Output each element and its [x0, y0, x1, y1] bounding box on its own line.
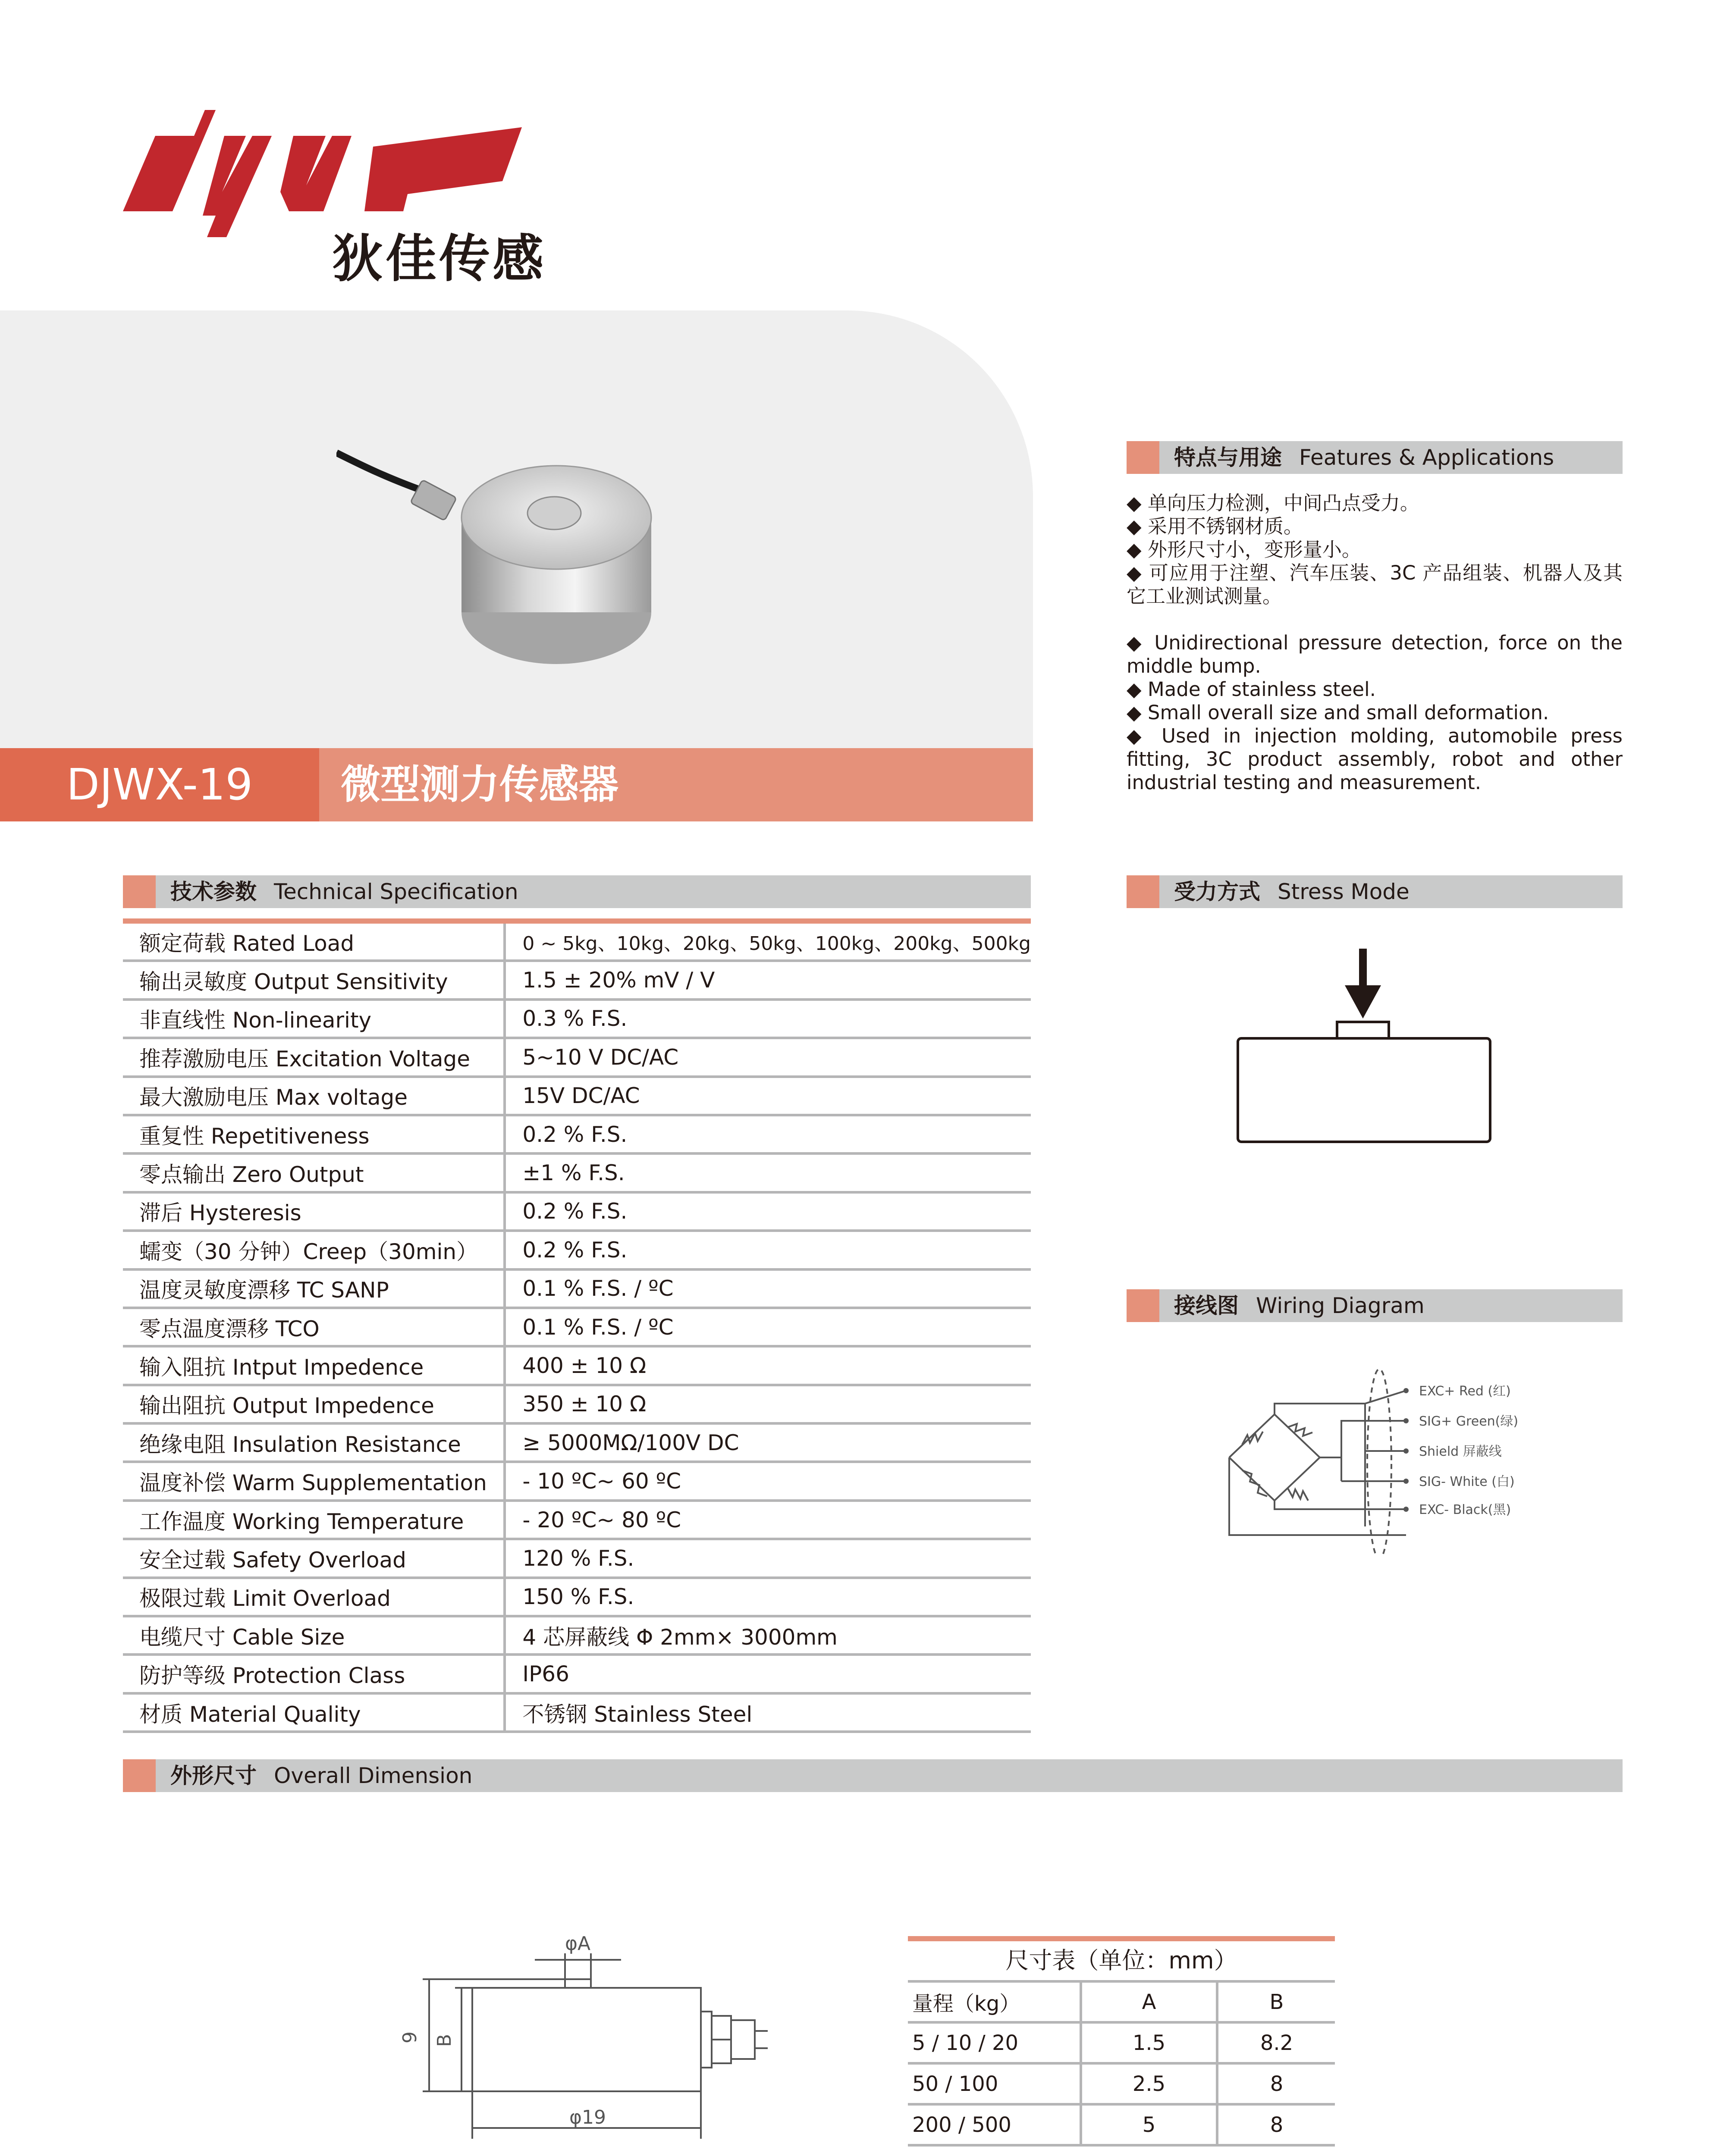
spec-rule	[123, 918, 1031, 924]
spec-value: ≥ 5000MΩ/100V DC	[505, 1423, 1031, 1462]
spec-value: 0.3 % F.S.	[505, 1000, 1031, 1038]
spec-row	[123, 1578, 1031, 1616]
spec-value: 4 芯屏蔽线 Φ 2mm× 3000mm	[505, 1616, 1031, 1655]
section-title-cn: 特点与用途	[1174, 445, 1282, 470]
spec-label: 非直线性 Non-linearity	[123, 1000, 505, 1038]
spec-label: 温度补偿 Warm Supplementation	[123, 1462, 505, 1500]
table-row	[908, 2063, 1335, 2104]
section-marker	[123, 1759, 156, 1792]
spec-row	[123, 1616, 1031, 1655]
table-cell: 2.5	[1081, 2063, 1217, 2104]
spec-label: 防护等级 Protection Class	[123, 1655, 505, 1693]
feature-item: ◆ 单向压力检测，中间凸点受力。	[1127, 492, 1419, 514]
spec-row	[123, 1231, 1031, 1269]
spec-label: 输出阻抗 Output Impedence	[123, 1385, 505, 1423]
spec-row	[123, 1153, 1031, 1192]
section-title-cn: 受力方式	[1174, 879, 1260, 904]
spec-label: 零点温度漂移 TCO	[123, 1308, 505, 1346]
wire-label: SIG+ Green(绿)	[1419, 1414, 1519, 1429]
section-title-cn: 外形尺寸	[170, 1763, 257, 1788]
table-row	[908, 2104, 1335, 2145]
spec-label: 输出灵敏度 Output Sensitivity	[123, 961, 505, 999]
section-marker	[1127, 875, 1159, 908]
spec-row	[123, 1346, 1031, 1385]
spec-label: 额定荷载 Rated Load	[123, 924, 505, 961]
spec-value: - 10 ºC~ 60 ºC	[505, 1462, 1031, 1500]
spec-value: - 20 ºC~ 80 ºC	[505, 1501, 1031, 1539]
table-cell: 5	[1081, 2104, 1217, 2145]
spec-row	[123, 1693, 1031, 1732]
section-title-cn: 技术参数	[170, 879, 257, 904]
spec-label: 材质 Material Quality	[123, 1693, 505, 1732]
table-cell: 8.2	[1217, 2022, 1335, 2063]
spec-row	[123, 1000, 1031, 1038]
features-list	[1127, 492, 1623, 794]
spec-label: 推荐激励电压 Excitation Voltage	[123, 1038, 505, 1076]
table-cell: 8	[1217, 2104, 1335, 2145]
spec-row	[123, 924, 1031, 961]
spec-header	[123, 875, 1031, 908]
spec-label: 最大激励电压 Max voltage	[123, 1077, 505, 1115]
table-cell: 200 / 500	[908, 2104, 1081, 2145]
table-cell: 50 / 100	[908, 2063, 1081, 2104]
brand-name: 狄佳传感	[332, 229, 546, 288]
spec-value: 0.1 % F.S. / ºC	[505, 1308, 1031, 1346]
spec-row	[123, 1423, 1031, 1462]
spec-value: 0.2 % F.S.	[505, 1115, 1031, 1153]
spec-label: 零点输出 Zero Output	[123, 1153, 505, 1192]
dim-table-rule	[908, 1936, 1335, 1941]
product-photo	[336, 448, 681, 681]
spec-row	[123, 1269, 1031, 1308]
dimension-header	[123, 1759, 1623, 1792]
spec-label: 绝缘电阻 Insulation Resistance	[123, 1423, 505, 1462]
dim-b: B	[433, 2034, 455, 2047]
spec-value: 150 % F.S.	[505, 1578, 1031, 1616]
spec-value: 120 % F.S.	[505, 1539, 1031, 1577]
section-marker	[1127, 1289, 1159, 1322]
product-name: 微型测力传感器	[341, 761, 619, 808]
spec-row	[123, 1115, 1031, 1153]
feature-item: ◆ 可应用于注塑、汽车压装、3C 产品组装、机器人及其它工业测试测量。	[1127, 561, 1623, 608]
spec-value: 350 ± 10 Ω	[505, 1385, 1031, 1423]
section-marker	[123, 875, 156, 908]
features-header	[1127, 441, 1623, 474]
section-title-cn: 接线图	[1174, 1293, 1239, 1318]
stress-mode-diagram	[1229, 940, 1497, 1147]
feature-item: ◆ Small overall size and small deformation.	[1127, 701, 1549, 724]
spec-label: 蠕变（30 分钟）Creep（30min）	[123, 1231, 505, 1269]
spec-row	[123, 1501, 1031, 1539]
spec-value: 1.5 ± 20% mV / V	[505, 961, 1031, 999]
table-header-cell: A	[1081, 1983, 1217, 2022]
feature-item: ◆ 采用不锈钢材质。	[1127, 515, 1303, 538]
spec-value: 0.2 % F.S.	[505, 1192, 1031, 1231]
spec-value: 0.2 % F.S.	[505, 1231, 1031, 1269]
spec-row	[123, 1192, 1031, 1231]
spec-row	[123, 1077, 1031, 1115]
down-arrow-icon	[1345, 949, 1381, 1018]
section-marker	[1127, 441, 1159, 474]
spec-label: 重复性 Repetitiveness	[123, 1115, 505, 1153]
dim-table	[908, 1983, 1335, 2147]
spec-row	[123, 1462, 1031, 1500]
table-cell: 5 / 10 / 20	[908, 2022, 1081, 2063]
table-row	[908, 2022, 1335, 2063]
dim-diameter: φ19	[569, 2106, 606, 2128]
spec-value: 不锈钢 Stainless Steel	[505, 1693, 1031, 1732]
table-row	[908, 1983, 1335, 2022]
dim-height: 9	[399, 2031, 421, 2043]
table-header-cell: B	[1217, 1983, 1335, 2022]
spec-label: 安全过载 Safety Overload	[123, 1539, 505, 1577]
spec-value: 400 ± 10 Ω	[505, 1346, 1031, 1385]
spec-row	[123, 1655, 1031, 1693]
spec-value: IP66	[505, 1655, 1031, 1693]
spec-row	[123, 1308, 1031, 1346]
table-cell: 1.5	[1081, 2022, 1217, 2063]
spec-label: 极限过载 Limit Overload	[123, 1578, 505, 1616]
spec-value: 0 ~ 5kg、10kg、20kg、50kg、100kg、200kg、500kg	[505, 924, 1031, 961]
feature-item: ◆ Made of stainless steel.	[1127, 678, 1376, 701]
table-header-cell: 量程（kg）	[908, 1983, 1081, 2022]
spec-value: 15V DC/AC	[505, 1077, 1031, 1115]
spec-label: 电缆尺寸 Cable Size	[123, 1616, 505, 1655]
wiring-diagram	[1216, 1354, 1561, 1557]
dim-phi-a: φA	[565, 1933, 591, 1955]
spec-row	[123, 1038, 1031, 1076]
section-title-en: Stress Mode	[1278, 879, 1410, 904]
section-title-en: Technical Specification	[274, 879, 518, 904]
wire-label: SIG- White (白)	[1419, 1474, 1515, 1489]
spec-label: 工作温度 Working Temperature	[123, 1501, 505, 1539]
table-cell: 8	[1217, 2063, 1335, 2104]
section-title-en: Wiring Diagram	[1256, 1293, 1425, 1318]
section-title-en: Overall Dimension	[274, 1763, 473, 1788]
section-title-en: Features & Applications	[1299, 445, 1554, 470]
wire-label: EXC+ Red (红)	[1419, 1384, 1511, 1399]
wire-label: Shield 屏蔽线	[1419, 1444, 1502, 1459]
dim-table-title: 尺寸表（单位：mm）	[908, 1941, 1335, 1983]
dimension-drawing	[388, 1927, 841, 2143]
feature-item: ◆ Used in injection molding, automobile press fitting, 3C product assembly, robot and other industrial testing and measurement.	[1127, 724, 1623, 794]
feature-item: ◆ 外形尺寸小，变形量小。	[1127, 538, 1361, 561]
product-model: DJWX-19	[66, 759, 253, 810]
spec-label: 输入阻抗 Intput Impedence	[123, 1346, 505, 1385]
spec-row	[123, 961, 1031, 999]
spec-label: 温度灵敏度漂移 TC SANP	[123, 1269, 505, 1308]
spec-value: 5~10 V DC/AC	[505, 1038, 1031, 1076]
spec-row	[123, 1539, 1031, 1577]
wiring-header	[1127, 1289, 1623, 1322]
wire-label: EXC- Black(黑)	[1419, 1502, 1511, 1517]
spec-table	[123, 924, 1031, 1733]
spec-label: 滞后 Hysteresis	[123, 1192, 505, 1231]
spec-row	[123, 1385, 1031, 1423]
spec-value: 0.1 % F.S. / ºC	[505, 1269, 1031, 1308]
spec-value: ±1 % F.S.	[505, 1153, 1031, 1192]
feature-item: ◆ Unidirectional pressure detection, force on the middle bump.	[1127, 631, 1623, 677]
stress-header	[1127, 875, 1623, 908]
